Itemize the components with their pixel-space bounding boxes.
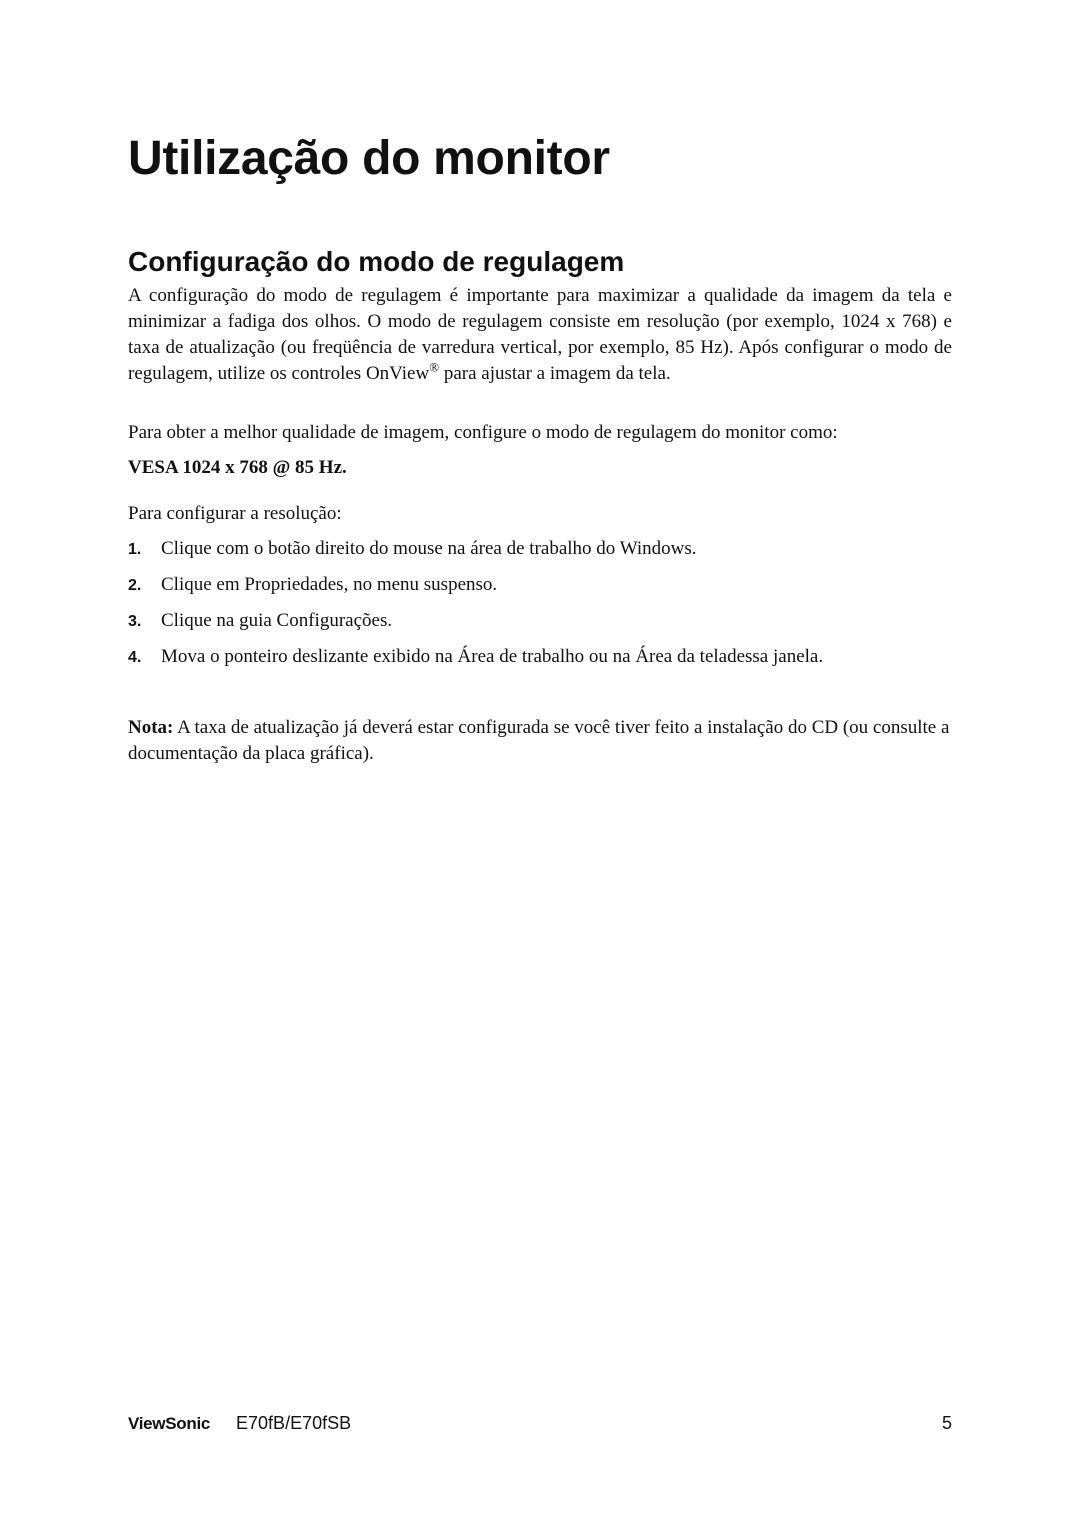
- steps-list: [128, 536, 952, 680]
- step-text: Mova o ponteiro deslizante exibido na Área de trabalho ou na Área da teladessa janela.: [161, 646, 824, 667]
- page-footer: [128, 1413, 952, 1441]
- step-text: Clique na guia Configurações.: [161, 610, 393, 631]
- step-text: Clique em Propriedades, no menu suspenso.: [161, 574, 498, 595]
- list-item: [128, 572, 952, 608]
- intro-text-end: para ajustar a imagem da tela.: [439, 363, 671, 384]
- model-name: E70fB/E70fSB: [236, 1413, 352, 1433]
- intro-paragraph: [128, 283, 952, 387]
- vesa-mode: VESA 1024 x 768 @ 85 Hz.: [128, 457, 347, 478]
- intro-text: A configuração do modo de regulagem é importante para maximizar a qualidade da imagem da tela e minimizar a fadiga dos olhos. O modo de regulagem consiste em resolução (por exemplo, 1024 x 768) e taxa de atualização (ou freqüência de varredura vertical, por exemplo, 85 Hz). Após configurar o modo de regulagem, utilize os controles OnView: [128, 285, 952, 384]
- note-text: A taxa de atualização já deverá estar configurada se você tiver feito a instalação do CD (ou consulte a documentação da placa gráfica).: [128, 717, 950, 764]
- list-item: [128, 536, 952, 572]
- registered-mark: ®: [429, 359, 440, 375]
- list-item: [128, 644, 952, 680]
- note-label: Nota:: [128, 717, 174, 738]
- step-number: 1.: [128, 541, 142, 558]
- resolution-intro: Para configurar a resolução:: [128, 503, 342, 524]
- brand-name: ViewSonic: [128, 1414, 211, 1433]
- list-item: [128, 608, 952, 644]
- note-paragraph: [128, 715, 952, 767]
- step-number: 4.: [128, 649, 142, 666]
- step-number: 2.: [128, 577, 142, 594]
- step-number: 3.: [128, 613, 142, 630]
- page-number: 5: [941, 1413, 952, 1433]
- page-title: Utilização do monitor: [128, 132, 610, 185]
- best-quality-paragraph: Para obter a melhor qualidade de imagem, configure o modo de regulagem do monitor como:: [128, 422, 838, 443]
- section-heading: Configuração do modo de regulagem: [128, 246, 625, 277]
- step-text: Clique com o botão direito do mouse na área de trabalho do Windows.: [161, 538, 697, 559]
